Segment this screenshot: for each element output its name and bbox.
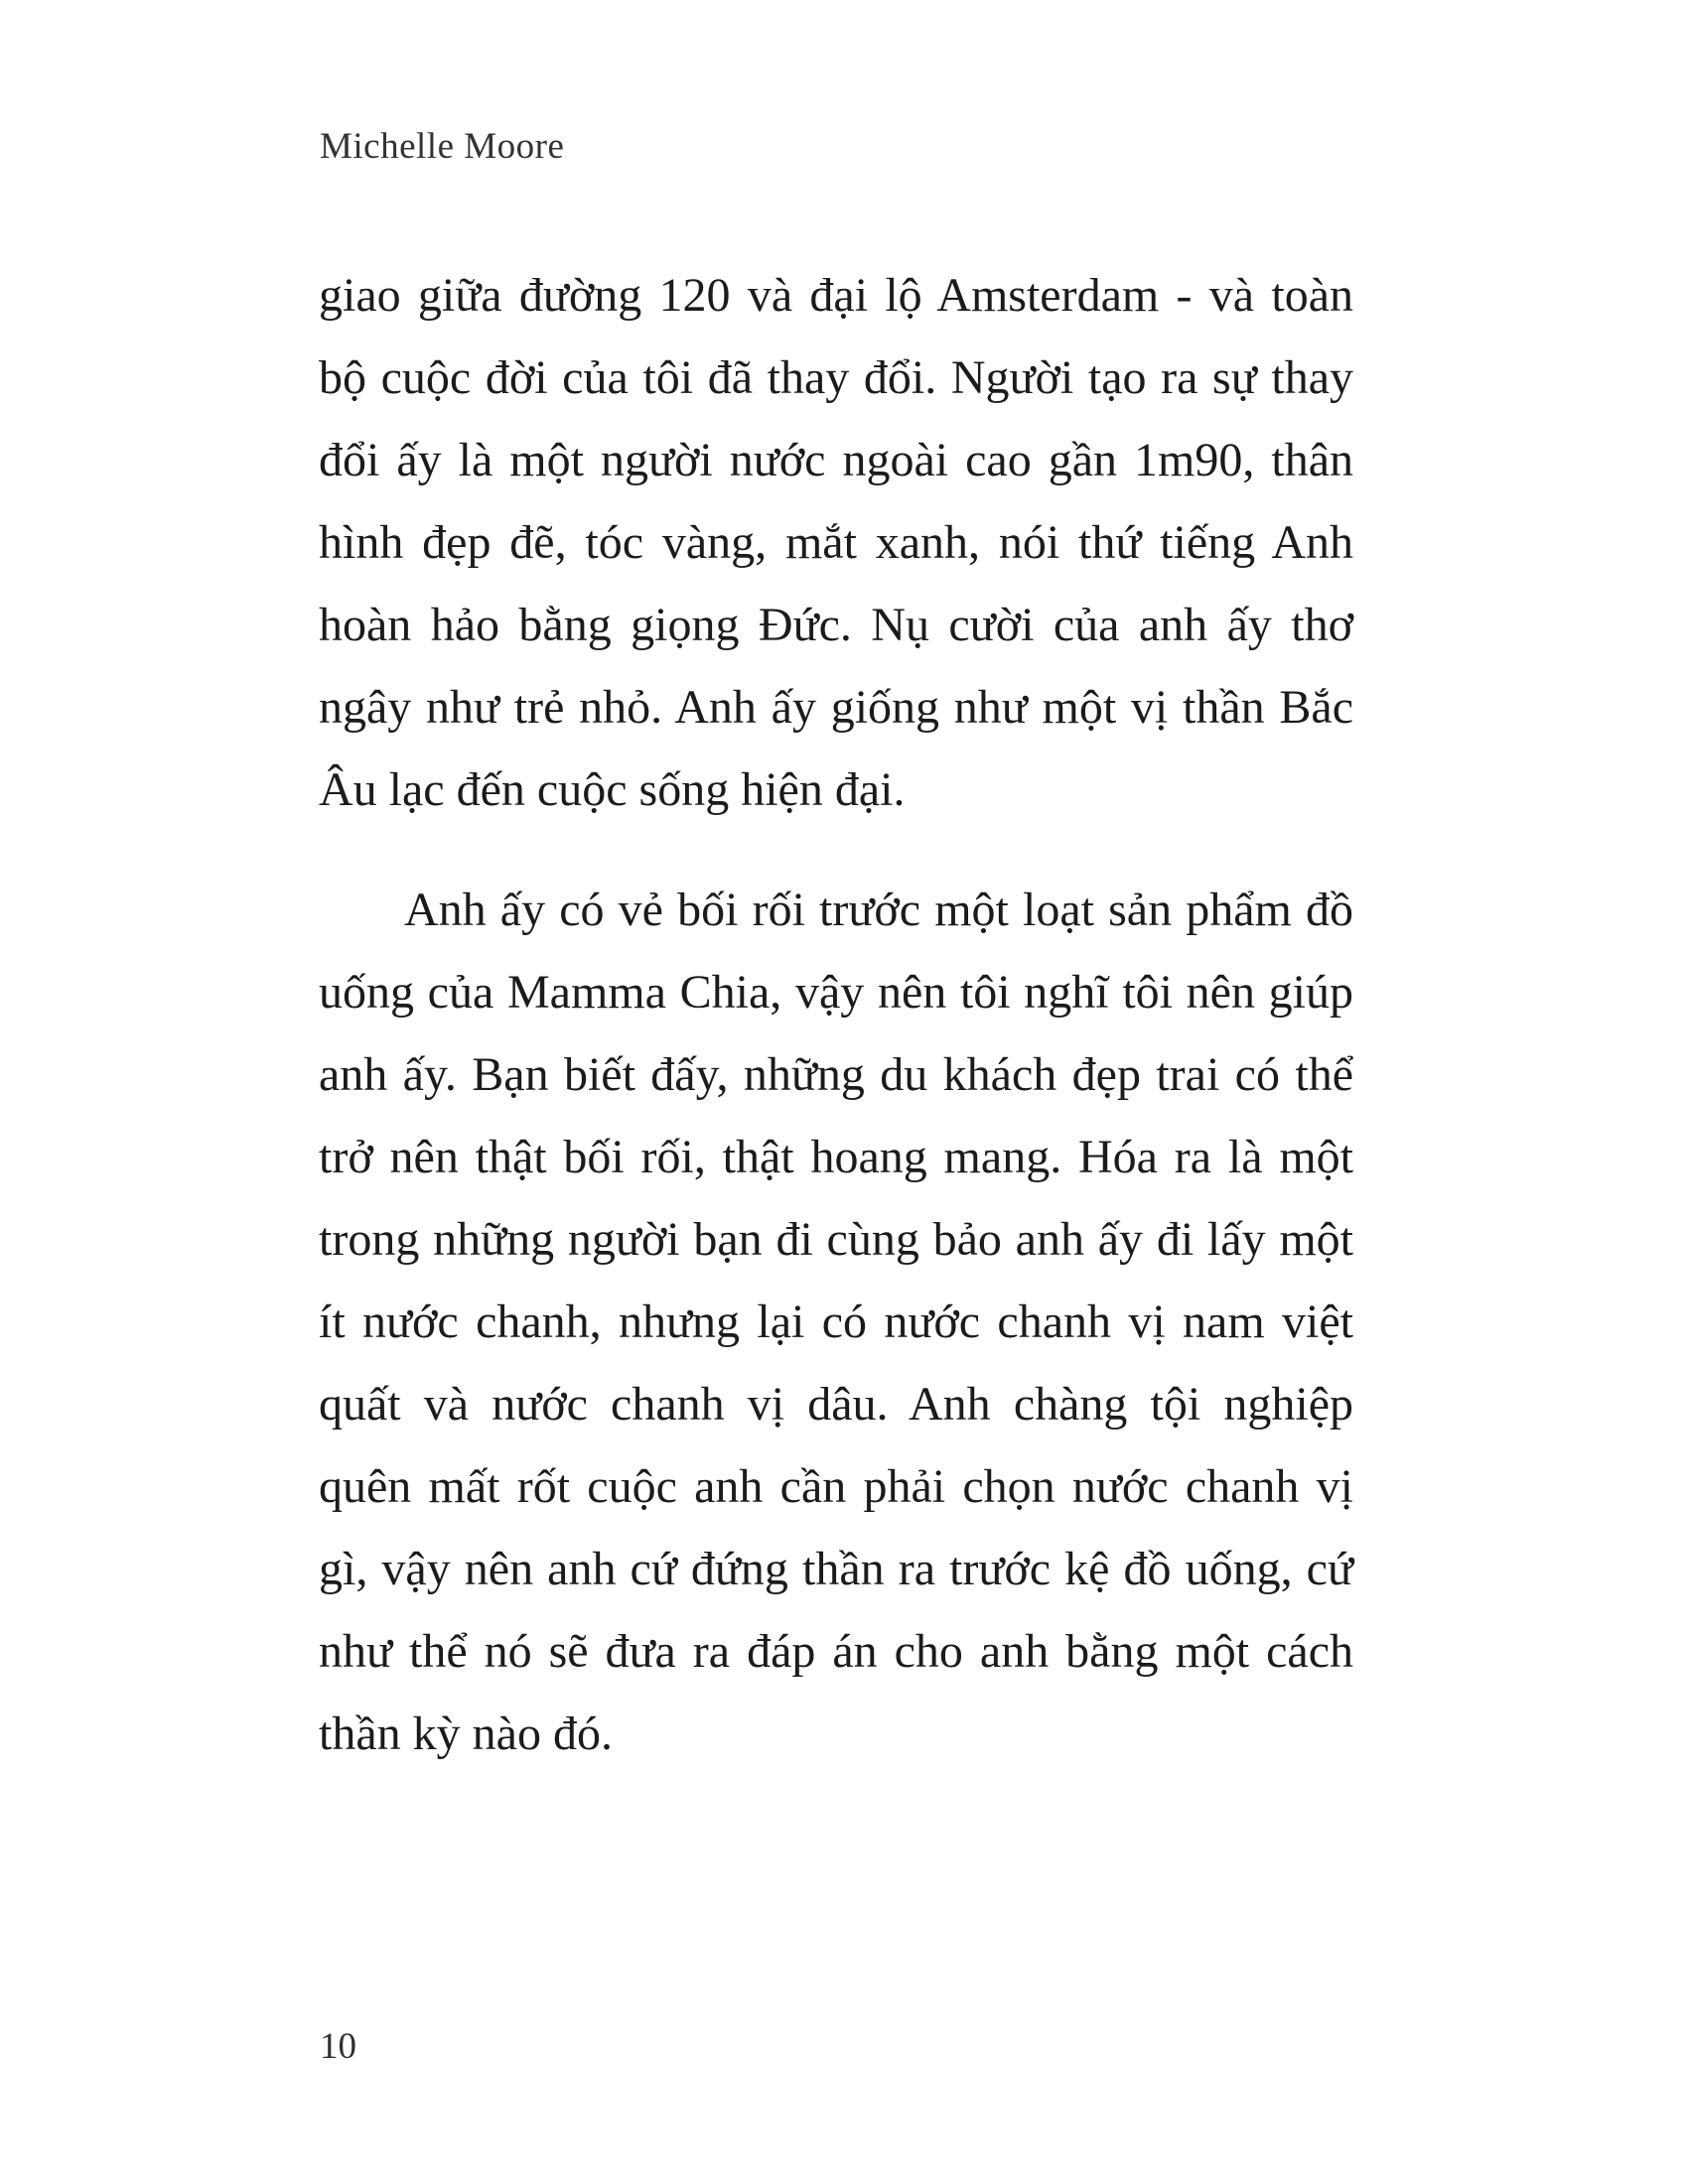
body-paragraph: giao giữa đường 120 và đại lộ Amsterdam - và toàn bộ cuộc đời của tôi đã thay đổi. Người tạo ra sự thay đổi ấy là một người nước ngoài cao gần 1m90, thân hình đẹp đẽ, tóc vàng, mắt xanh, nói thứ tiếng Anh hoàn hảo bằng giọng Đức. Nụ cười của anh ấy thơ ngây như trẻ nhỏ. Anh ấy giống như một vị thần Bắc Âu lạc đến cuộc sống hiện đại. (319, 269, 1353, 816)
author-name: Michelle Moore (320, 126, 565, 167)
running-header (320, 125, 564, 168)
body-paragraph: Anh ấy có vẻ bối rối trước một loạt sản phẩm đồ uống của Mamma Chia, vậy nên tôi nghĩ tôi nên giúp anh ấy. Bạn biết đấy, những du khách đẹp trai có thể trở nên thật bối rối, thật hoang mang. Hóa ra là một trong những người bạn đi cùng bảo anh ấy đi lấy một ít nước chanh, nhưng lại có nước chanh vị nam việt quất và nước chanh vị dâu. Anh chàng tội nghiệp quên mất rốt cuộc anh cần phải chọn nước chanh vị gì, vậy nên anh cứ đứng thần ra trước kệ đồ uống, cứ như thể nó sẽ đưa ra đáp án cho anh bằng một cách thần kỳ nào đó. (319, 884, 1353, 1760)
page-content (319, 254, 1353, 1813)
page-number: 10 (320, 2026, 356, 2067)
page-footer (320, 2025, 356, 2068)
